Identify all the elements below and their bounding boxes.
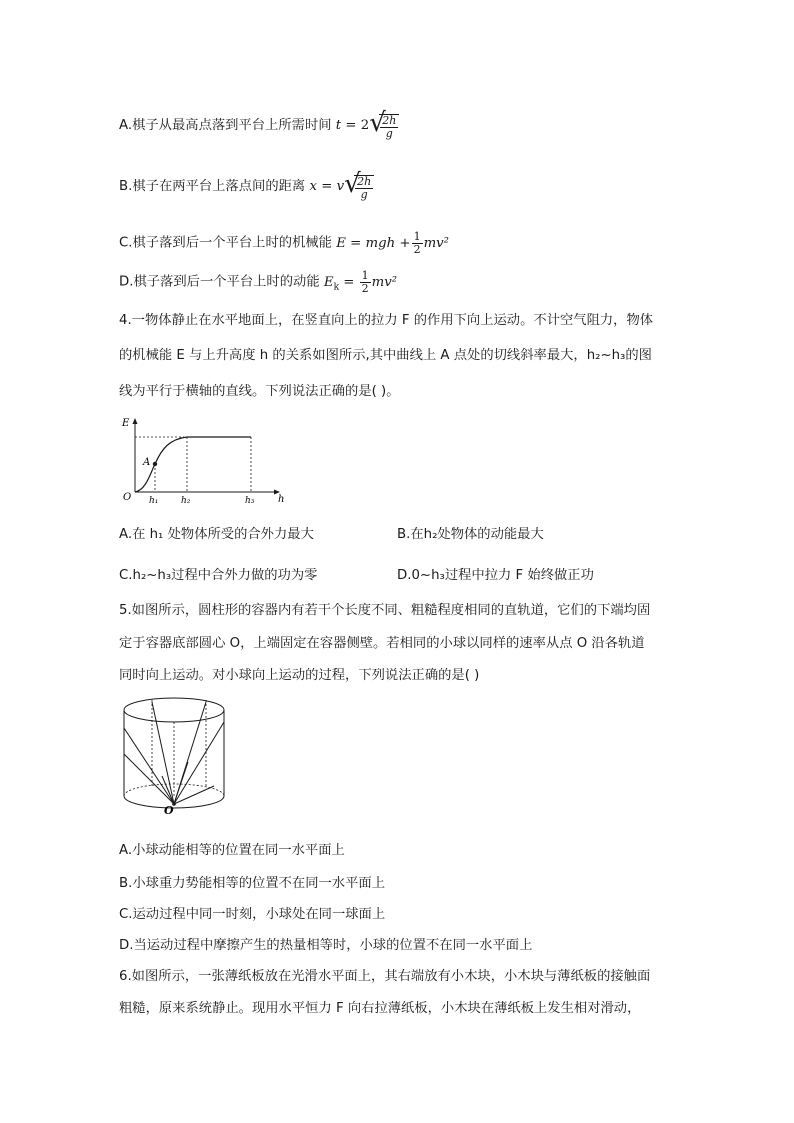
q3-option-b (119, 169, 374, 201)
q4-graph-x-label: h (278, 494, 285, 504)
q5-stem-line-1: 5.如图所示，圆柱形的容器内有若干个长度不同、粗糙程度相同的直轨道，它们的下端均固 (119, 603, 651, 618)
q4-option-c: C.h₂~h₃过程中合外力做的功为零 (119, 568, 318, 583)
q5-point-o-label: O (164, 804, 174, 817)
q6-stem-line-1: 6.如图所示，一张薄纸板放在光滑水平面上，其右端放有小木块，小木块与薄纸板的接触面 (119, 969, 651, 984)
q4-option-a: A.在 h₁ 处物体所受的合外力最大 (119, 527, 314, 542)
q5-track-1 (124, 728, 174, 804)
q5-stem-line-2: 定于容器底部圆心 O，上端固定在容器侧壁。若相同的小球以同样的速率从点 O 沿各轨道 (119, 636, 645, 651)
q3-option-a-text: A.棋子从最高点落到平台上所需时间 (119, 118, 332, 134)
q3-option-b-text: B.棋子在两平台上落点间的距离 (119, 179, 306, 195)
q4-option-d: D.0~h₃过程中拉力 F 始终做正功 (397, 568, 594, 583)
q4-graph-point-a (153, 462, 157, 466)
q3-option-c (119, 231, 449, 255)
q5-track-3 (152, 702, 174, 804)
q3-option-c-text: C.棋子落到后一个平台上时的机械能 (119, 235, 332, 251)
q3-option-d-text: D.棋子落到后一个平台上时的动能 (119, 274, 320, 290)
q5-track-4 (162, 776, 174, 804)
q5-option-c: C.运动过程中同一时刻，小球处在同一球面上 (119, 907, 386, 922)
q4-stem-line-3: 线为平行于横轴的直线。下列说法正确的是( )。 (119, 384, 400, 399)
q4-stem-line-1: 4.一物体静止在水平地面上，在竖直向上的拉力 F 的作用下向上运动。不计空气阻力，物体 (119, 313, 654, 328)
q4-graph-origin-label: O (123, 492, 132, 503)
q5-cylinder-figure (118, 692, 236, 818)
q3-option-a-formula: t = 2 √ $\frac{2h}{g}$ (336, 118, 400, 133)
q4-graph-tick-h2: h₂ (181, 496, 191, 504)
q5-cylinder-top (124, 698, 224, 722)
q5-option-b: B.小球重力势能相等的位置不在同一水平面上 (119, 876, 385, 891)
q3-option-a (119, 108, 399, 140)
q3-option-c-formula: E = mgh + $\frac{1}{2}$ mv² (336, 230, 450, 256)
q4-graph-point-a-label: A (143, 457, 151, 468)
q4-stem-line-2: 的机械能 E 与上升高度 h 的关系如图所示,其中曲线上 A 点处的切线斜率最大，h₂~h₃的图 (119, 348, 652, 363)
q4-graph-tick-h3: h₃ (245, 496, 255, 504)
q6-stem-line-2: 粗糙，原来系统静止。现用水平恒力 F 向右拉薄纸板，小木块在薄纸板上发生相对滑动， (119, 1001, 641, 1016)
q5-option-d: D.当运动过程中摩擦产生的热量相等时，小球的位置不在同一水平面上 (119, 938, 533, 953)
q4-option-b: B.在h₂处物体的动能最大 (397, 527, 544, 542)
q5-option-a: A.小球动能相等的位置在同一水平面上 (119, 843, 345, 858)
q5-track-7 (174, 722, 224, 804)
q4-graph-tick-h1: h₁ (149, 496, 159, 504)
q3-option-d-formula: $E_k$ = $\frac{1}{2}$ mv² (323, 269, 398, 295)
q5-track-6 (174, 702, 206, 804)
q4-graph-y-arrow (133, 418, 138, 424)
q3-option-b-formula: x = v √ $\frac{2h}{g}$ (309, 179, 374, 194)
q4-graph-y-label: E (122, 418, 130, 429)
q5-track-2 (124, 754, 174, 804)
q4-energy-height-graph (118, 412, 288, 504)
q5-stem-line-3: 同时向上运动。对小球向上运动的过程，下列说法正确的是( ) (119, 668, 480, 683)
q3-option-d (119, 270, 397, 294)
